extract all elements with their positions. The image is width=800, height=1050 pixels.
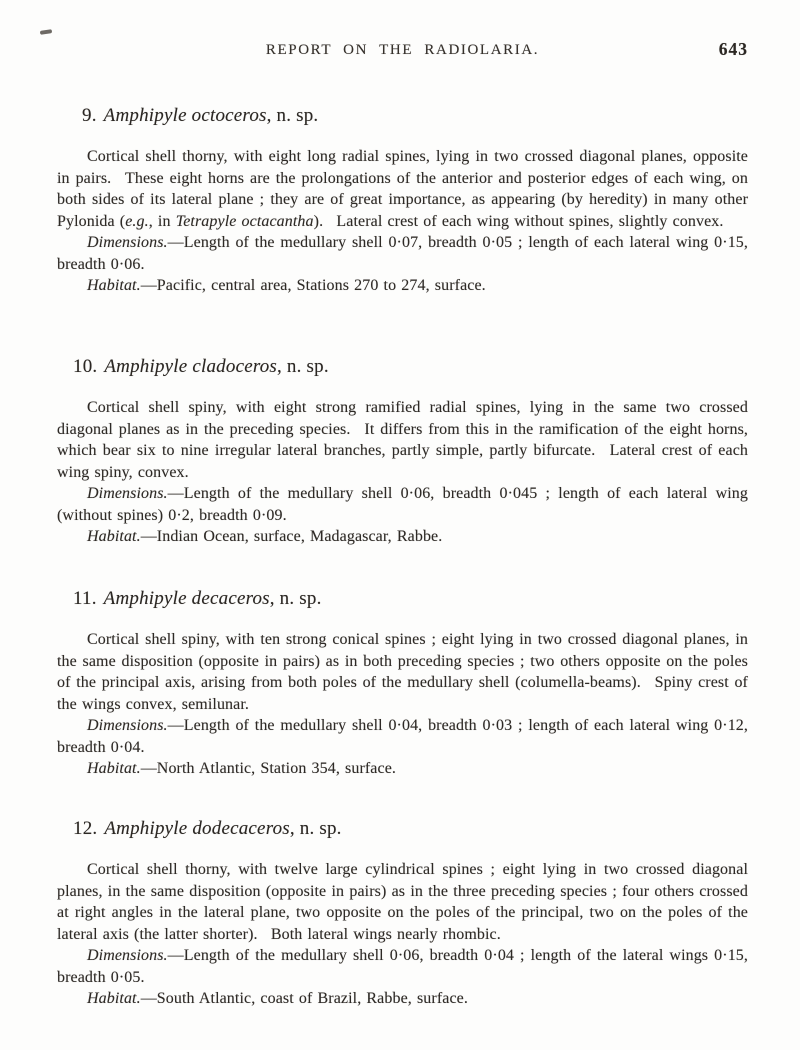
section-number: 10. [73, 356, 98, 377]
dimensions-label: Dimensions. [87, 485, 168, 502]
section-number: 12. [73, 818, 98, 839]
species-description: Cortical shell spiny, with ten strong conical spines ; eight lying in two crossed diagonal planes, in the same disposition (opposite in pairs) as in both preceding species ; two others opposite on the poles of the principal axis, arising from both poles of the medullary shell (columella-beams). Spiny crest of the wings convex, semilunar. [57, 631, 748, 713]
habitat-label: Habitat. [87, 760, 141, 777]
species-description: Cortical shell thorny, with twelve large cylindrical spines ; eight lying in two crossed diagonal planes, in the same disposition (opposite in pairs) as in the three preceding species ; four others crossed at right angles in the lateral plane, two opposite on the poles of the principal, two on the poles of the lateral axis (the latter shorter). Both lateral wings nearly rhombic. [57, 861, 748, 943]
species-description: Cortical shell spiny, with eight strong ramified radial spines, lying in the same two crossed diagonal planes as in the preceding species. It differs from this in the ramification of the eight horns, which bear six to nine irregular lateral branches, partly simple, partly bifurcate. Lateral crest of each wing spiny, convex. [57, 399, 748, 481]
page-number: 643 [718, 39, 748, 59]
section-heading [57, 355, 748, 379]
dimensions-text: —Length of the medullary shell 0·04, breadth 0·03 ; length of each lateral wing 0·12, breadth 0·04. [57, 717, 748, 756]
species-section-9 [57, 104, 748, 297]
species-name: Amphipyle cladoceros [104, 356, 278, 377]
dimensions-text: —Length of the medullary shell 0·06, breadth 0·045 ; length of each lateral wing (without spines) 0·2, breadth 0·09. [57, 485, 748, 524]
habitat-paragraph [57, 988, 748, 1010]
section-number: 11. [73, 588, 97, 609]
species-suffix: , n. sp. [269, 588, 322, 609]
habitat-label: Habitat. [87, 528, 141, 545]
dimensions-paragraph [57, 483, 748, 526]
running-title: REPORT ON THE RADIOLARIA. [265, 42, 540, 58]
species-suffix: , n. sp. [277, 356, 329, 377]
species-suffix: , n. sp. [289, 818, 342, 839]
scan-artifact [40, 29, 52, 35]
section-body [57, 146, 748, 297]
habitat-paragraph [57, 275, 748, 297]
dimensions-label: Dimensions. [87, 947, 168, 964]
habitat-label: Habitat. [87, 277, 141, 294]
habitat-text: —Indian Ocean, surface, Madagascar, Rabbe. [140, 528, 443, 545]
species-name: Amphipyle dodecaceros [104, 818, 290, 839]
section-body [57, 629, 748, 780]
dimensions-label: Dimensions. [87, 717, 168, 734]
section-body [57, 859, 748, 1010]
habitat-text: —North Atlantic, Station 354, surface. [140, 760, 397, 777]
dimensions-label: Dimensions. [87, 234, 168, 251]
section-body [57, 397, 748, 548]
section-heading [57, 104, 748, 128]
species-section-12 [57, 817, 748, 1010]
species-section-11 [57, 587, 748, 780]
species-description: Cortical shell thorny, with eight long radial spines, lying in two crossed diagonal planes, opposite in pairs. These eight horns are the prolongations of the anterior and posterior edges of each wing, on both sides of its lateral plane ; they are of great importance, as appearing (by heredity) in many other Pylonida (e.g., in Tetrapyle octacantha). Lateral crest of each wing without spines, slightly convex. [57, 148, 748, 230]
dimensions-text: —Length of the medullary shell 0·06, breadth 0·04 ; length of the lateral wings 0·15, breadth 0·05. [57, 947, 748, 986]
habitat-text: —South Atlantic, coast of Brazil, Rabbe, surface. [140, 990, 468, 1007]
page-header [57, 39, 748, 62]
section-heading [57, 587, 748, 611]
dimensions-text: —Length of the medullary shell 0·07, breadth 0·05 ; length of each lateral wing 0·15, breadth 0·06. [57, 234, 748, 273]
dimensions-paragraph [57, 945, 748, 988]
section-number: 9. [82, 105, 97, 126]
species-section-10 [57, 355, 748, 548]
habitat-label: Habitat. [87, 990, 141, 1007]
habitat-text: —Pacific, central area, Stations 270 to 274, surface. [140, 277, 486, 294]
section-heading [57, 817, 748, 841]
dimensions-paragraph [57, 715, 748, 758]
species-name: Amphipyle decaceros [103, 588, 270, 609]
habitat-paragraph [57, 526, 748, 548]
dimensions-paragraph [57, 232, 748, 275]
species-name: Amphipyle octoceros [103, 105, 267, 126]
habitat-paragraph [57, 758, 748, 780]
species-suffix: , n. sp. [266, 105, 319, 126]
